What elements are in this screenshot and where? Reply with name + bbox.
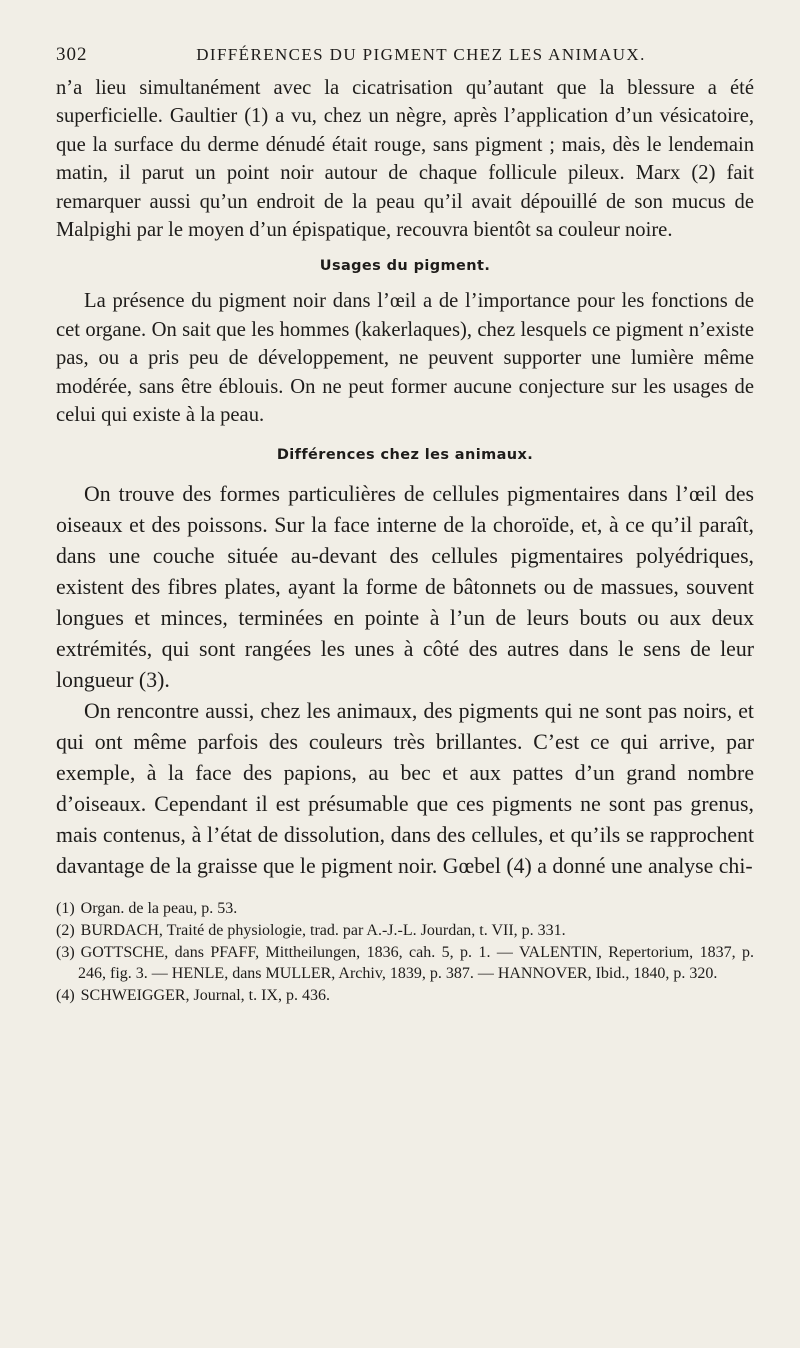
- paragraph-cell-forms: On trouve des formes particulières de cellules pigmentaires dans l’œil des oiseaux et des poissons. Sur la face interne de la choroïde, et, à ce qu’il paraît, dans une couche située au-devant des cellules pigmentaires polyédriques, existent des fibres plates, ayant la forme de bâtonnets ou de massues, souvent longues et minces, terminées en pointe à l’un de leurs bouts ou aux deux extrémités, qui sont rangées les unes à côté des autres dans le sens de leur longueur (3).: [56, 482, 754, 693]
- paragraph-colored-pigments: On rencontre aussi, chez les animaux, des pigments qui ne sont pas noirs, et qui ont même parfois des couleurs très brillantes. C’est ce qui arrive, par exemple, à la face des papions, au bec et aux pattes d’un grand nombre d’oiseaux. Cependant il est présumable que ces pigments ne sont pas grenus, mais contenus, à l’état de dissolution, dans des cellules, et qu’ils se rapprochent davantage de la graisse que le pigment noir. Gœbel (4) a donné une analyse chi-: [56, 699, 754, 879]
- footnote-1: (1) Organ. de la peau, p. 53.: [56, 900, 238, 918]
- footnote-3: (3) GOTTSCHE, dans PFAFF, Mittheilungen, 1836, cah. 5, p. 1. — VALENTIN, Repertorium, 1837, p. 246, fig. 3. — HENLE, dans MULLER, Archiv, 1839, p. 387. — HANNOVER, Ibid., 1840, p. 320.: [56, 943, 754, 983]
- section-heading-usages: Usages du pigment.: [319, 258, 491, 275]
- footnote-4: (4) SCHWEIGGER, Journal, t. IX, p. 436.: [56, 986, 330, 1004]
- section-heading-differences: Différences chez les animaux.: [276, 447, 534, 464]
- page-number: 302: [56, 44, 88, 65]
- running-title: DIFFÉRENCES DU PIGMENT CHEZ LES ANIMAUX.: [196, 45, 646, 64]
- paragraph-continuation: n’a lieu simultanément avec la cicatrisation qu’autant que la blessure a été superficielle. Gaultier (1) a vu, chez un nègre, après l’application d’un vésicatoire, que la surface du derme dénudé était rouge, sans pigment ; mais, dès le lendemain matin, il parut un point noir autour de chaque follicule pileux. Marx (2) fait remarquer aussi qu’un endroit de la peau qu’il avait dépouillé de son mucus de Malpighi par le moyen d’un épispatique, recouvra bientôt sa couleur noire.: [56, 77, 754, 242]
- book-page: [56, 44, 754, 1006]
- footnotes: [56, 898, 754, 1006]
- footnote-2: (2) BURDACH, Traité de physiologie, trad. par A.-J.-L. Jourdan, t. VII, p. 331.: [56, 922, 566, 940]
- paragraph-usages: La présence du pigment noir dans l’œil a de l’importance pour les fonctions de cet organe. On sait que les hommes (kakerlaques), chez lesquels ce pigment n’existe pas, ou a pris peu de développement, ne peuvent supporter une lumière même modérée, sans être éblouis. On ne peut former aucune conjecture sur les usages de celui qui existe à la peau.: [56, 290, 754, 427]
- running-header: [56, 44, 754, 74]
